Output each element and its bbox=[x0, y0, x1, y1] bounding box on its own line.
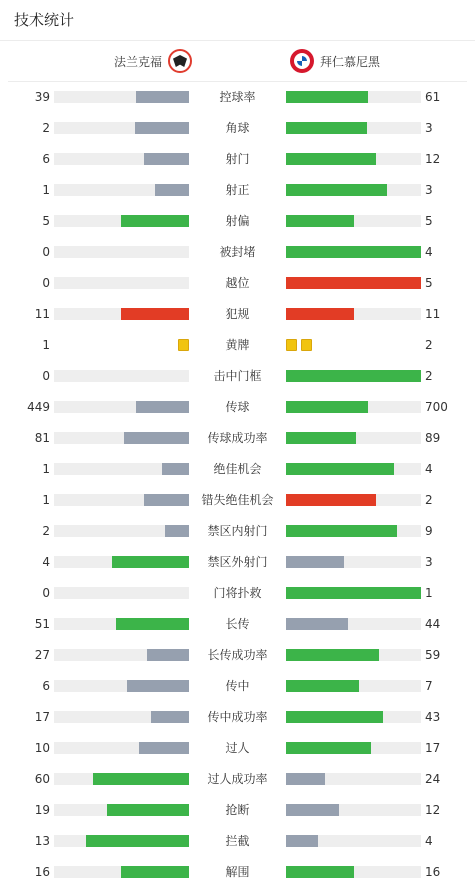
home-stat-bar-fill bbox=[86, 835, 189, 847]
away-stat-bar bbox=[286, 184, 421, 196]
away-stat-value: 2 bbox=[425, 338, 433, 352]
home-stat-bar-fill bbox=[121, 866, 189, 878]
home-stat-bar-fill bbox=[139, 742, 189, 754]
home-stat-bar bbox=[54, 680, 189, 692]
stat-row bbox=[0, 361, 475, 392]
stat-label: 被封堵 bbox=[219, 245, 256, 259]
stat-label: 传中 bbox=[225, 679, 250, 693]
stat-label: 射门 bbox=[225, 152, 250, 166]
away-stat-value: 4 bbox=[425, 245, 433, 259]
stat-label: 黄牌 bbox=[225, 338, 250, 352]
home-stat-bar-fill bbox=[136, 91, 189, 103]
away-stat-value: 11 bbox=[425, 307, 441, 321]
away-stat-value: 89 bbox=[425, 431, 441, 445]
stat-label: 禁区外射门 bbox=[207, 555, 268, 569]
home-stat-bar bbox=[54, 91, 189, 103]
stat-label: 传球 bbox=[225, 400, 250, 414]
home-stat-value: 6 bbox=[42, 152, 50, 166]
away-stat-value: 7 bbox=[425, 679, 433, 693]
away-stat-bar-fill bbox=[286, 525, 397, 537]
home-stat-bar bbox=[54, 804, 189, 816]
stat-row bbox=[0, 82, 475, 113]
home-stat-bar bbox=[54, 587, 189, 599]
away-stat-bar bbox=[286, 742, 421, 754]
home-stat-value: 19 bbox=[34, 803, 50, 817]
home-stat-bar-fill bbox=[144, 153, 189, 165]
away-stat-bar-fill bbox=[286, 556, 344, 568]
stat-label: 绝佳机会 bbox=[213, 462, 262, 476]
away-stat-value: 24 bbox=[425, 772, 441, 786]
away-stat-bar bbox=[286, 153, 421, 165]
away-stat-bar bbox=[286, 773, 421, 785]
home-stat-value: 2 bbox=[42, 121, 50, 135]
home-stat-bar bbox=[54, 246, 189, 258]
stat-label: 过人成功率 bbox=[207, 772, 268, 786]
stat-row bbox=[0, 671, 475, 702]
home-stat-bar bbox=[54, 463, 189, 475]
home-stat-bar-fill bbox=[127, 680, 189, 692]
stat-row bbox=[0, 547, 475, 578]
away-stat-bar bbox=[286, 649, 421, 661]
away-stat-bar-fill bbox=[286, 215, 354, 227]
away-stat-bar-fill bbox=[286, 122, 367, 134]
away-stat-value: 1 bbox=[425, 586, 433, 600]
home-stat-bar bbox=[54, 153, 189, 165]
home-stat-value: 81 bbox=[34, 431, 50, 445]
away-stat-value: 3 bbox=[425, 121, 433, 135]
home-stat-bar bbox=[54, 122, 189, 134]
home-stat-bar bbox=[54, 742, 189, 754]
stat-row bbox=[0, 113, 475, 144]
away-stat-bar bbox=[286, 866, 421, 878]
home-stat-value: 0 bbox=[42, 276, 50, 290]
home-stat-value: 6 bbox=[42, 679, 50, 693]
eintracht-frankfurt-logo-icon bbox=[168, 49, 192, 73]
away-stat-bar bbox=[286, 680, 421, 692]
stat-row bbox=[0, 578, 475, 609]
home-stat-bar-fill bbox=[116, 618, 189, 630]
away-stat-bar bbox=[286, 463, 421, 475]
away-stat-value: 4 bbox=[425, 462, 433, 476]
stat-row bbox=[0, 454, 475, 485]
away-stat-bar-fill bbox=[286, 494, 376, 506]
home-stat-bar bbox=[54, 184, 189, 196]
away-stat-bar-fill bbox=[286, 587, 421, 599]
home-stat-bar-fill bbox=[144, 494, 189, 506]
away-stat-bar-fill bbox=[286, 618, 348, 630]
home-stat-value: 0 bbox=[42, 369, 50, 383]
stat-row bbox=[0, 175, 475, 206]
away-stat-bar-fill bbox=[286, 680, 359, 692]
home-stat-bar bbox=[54, 370, 189, 382]
away-stat-bar-fill bbox=[286, 91, 368, 103]
home-stat-value: 39 bbox=[34, 90, 50, 104]
home-stat-value: 27 bbox=[34, 648, 50, 662]
home-stat-value: 0 bbox=[42, 245, 50, 259]
home-stat-bar-fill bbox=[112, 556, 189, 568]
away-stat-value: 2 bbox=[425, 369, 433, 383]
away-stat-bar bbox=[286, 122, 421, 134]
stat-label: 门将扑救 bbox=[213, 586, 262, 600]
home-stat-bar bbox=[54, 215, 189, 227]
stat-label: 射偏 bbox=[225, 214, 250, 228]
home-stat-value: 13 bbox=[34, 834, 50, 848]
home-stat-value: 449 bbox=[27, 400, 50, 414]
stat-label: 犯规 bbox=[225, 307, 250, 321]
away-stat-bar-fill bbox=[286, 773, 325, 785]
away-stat-value: 5 bbox=[425, 214, 433, 228]
away-stat-value: 3 bbox=[425, 183, 433, 197]
stat-label: 传球成功率 bbox=[207, 431, 268, 445]
stat-row bbox=[0, 826, 475, 857]
away-stat-bar bbox=[286, 525, 421, 537]
away-stat-value: 9 bbox=[425, 524, 433, 538]
stat-label: 抢断 bbox=[225, 803, 250, 817]
away-stat-value: 43 bbox=[425, 710, 441, 724]
home-stat-value: 17 bbox=[34, 710, 50, 724]
home-stat-value: 1 bbox=[42, 462, 50, 476]
stat-label: 击中门框 bbox=[213, 369, 262, 383]
home-stat-value: 11 bbox=[34, 307, 50, 321]
away-stat-value: 61 bbox=[425, 90, 441, 104]
stat-row bbox=[0, 392, 475, 423]
away-stat-value: 16 bbox=[425, 865, 441, 879]
away-stat-bar-fill bbox=[286, 308, 354, 320]
home-stat-bar-fill bbox=[136, 401, 189, 413]
stat-label: 角球 bbox=[225, 121, 250, 135]
home-stat-value: 2 bbox=[42, 524, 50, 538]
away-stat-bar-fill bbox=[286, 866, 354, 878]
stat-row bbox=[0, 268, 475, 299]
home-stat-bar-fill bbox=[121, 308, 189, 320]
away-stat-value: 4 bbox=[425, 834, 433, 848]
away-stat-bar bbox=[286, 618, 421, 630]
stat-row bbox=[0, 423, 475, 454]
stat-row bbox=[0, 702, 475, 733]
away-stat-bar bbox=[286, 556, 421, 568]
home-stat-bar-fill bbox=[165, 525, 189, 537]
home-stat-bar bbox=[54, 556, 189, 568]
away-stat-bar bbox=[286, 494, 421, 506]
away-stat-bar-fill bbox=[286, 401, 368, 413]
away-stat-value: 12 bbox=[425, 803, 441, 817]
away-stat-value: 44 bbox=[425, 617, 441, 631]
home-stat-value: 5 bbox=[42, 214, 50, 228]
away-stat-bar-fill bbox=[286, 804, 339, 816]
stat-row bbox=[0, 330, 475, 361]
bayern-munich-logo-icon bbox=[290, 49, 314, 73]
away-stat-bar-fill bbox=[286, 370, 421, 382]
yellow-card-icon bbox=[301, 339, 312, 351]
home-stat-value: 0 bbox=[42, 586, 50, 600]
away-stat-bar-fill bbox=[286, 649, 379, 661]
home-stat-bar bbox=[54, 618, 189, 630]
home-yellow-cards bbox=[178, 339, 189, 351]
away-stat-bar bbox=[286, 711, 421, 723]
away-stat-value: 3 bbox=[425, 555, 433, 569]
section-title: 技术统计 bbox=[14, 11, 75, 29]
away-stat-value: 59 bbox=[425, 648, 441, 662]
stat-row bbox=[0, 609, 475, 640]
home-stat-bar-fill bbox=[124, 432, 189, 444]
home-stat-bar bbox=[54, 711, 189, 723]
stat-row bbox=[0, 516, 475, 547]
stat-label: 错失绝佳机会 bbox=[201, 493, 274, 507]
away-stat-bar-fill bbox=[286, 432, 356, 444]
stat-row bbox=[0, 764, 475, 795]
home-stat-bar bbox=[54, 308, 189, 320]
stat-row bbox=[0, 857, 475, 888]
away-yellow-cards bbox=[286, 339, 312, 351]
away-stat-bar bbox=[286, 804, 421, 816]
away-stat-bar-fill bbox=[286, 277, 421, 289]
stat-row bbox=[0, 640, 475, 671]
home-stat-value: 1 bbox=[42, 183, 50, 197]
home-stat-bar-fill bbox=[147, 649, 189, 661]
stat-label: 长传 bbox=[225, 617, 250, 631]
section-header bbox=[0, 0, 475, 41]
away-stat-bar-fill bbox=[286, 835, 318, 847]
yellow-card-icon bbox=[286, 339, 297, 351]
home-stat-bar-fill bbox=[93, 773, 189, 785]
away-stat-bar bbox=[286, 432, 421, 444]
stat-row bbox=[0, 206, 475, 237]
home-stat-bar bbox=[54, 866, 189, 878]
away-stat-bar-fill bbox=[286, 153, 376, 165]
home-team-name: 法兰克福 bbox=[114, 54, 163, 69]
home-stat-bar-fill bbox=[107, 804, 189, 816]
home-stat-value: 1 bbox=[42, 493, 50, 507]
home-stat-bar bbox=[54, 649, 189, 661]
away-stat-bar bbox=[286, 587, 421, 599]
home-stat-bar bbox=[54, 494, 189, 506]
yellow-card-icon bbox=[178, 339, 189, 351]
away-stat-bar-fill bbox=[286, 184, 387, 196]
home-stat-bar bbox=[54, 835, 189, 847]
stat-label: 解围 bbox=[225, 865, 250, 879]
home-stat-value: 51 bbox=[34, 617, 50, 631]
home-stat-value: 4 bbox=[42, 555, 50, 569]
away-stat-value: 5 bbox=[425, 276, 433, 290]
away-stat-bar-fill bbox=[286, 742, 371, 754]
stat-label: 射正 bbox=[225, 183, 250, 197]
away-stat-bar bbox=[286, 215, 421, 227]
away-stat-value: 2 bbox=[425, 493, 433, 507]
stat-label: 拦截 bbox=[225, 834, 250, 848]
home-stat-bar-fill bbox=[121, 215, 189, 227]
home-stat-bar bbox=[54, 773, 189, 785]
home-stat-value: 10 bbox=[34, 741, 50, 755]
away-stat-bar bbox=[286, 370, 421, 382]
away-team-name: 拜仁慕尼黑 bbox=[320, 54, 381, 69]
away-stat-bar bbox=[286, 277, 421, 289]
away-stat-bar bbox=[286, 401, 421, 413]
stat-row bbox=[0, 733, 475, 764]
stat-label: 越位 bbox=[225, 276, 250, 290]
stat-row bbox=[0, 237, 475, 268]
away-stat-bar-fill bbox=[286, 246, 421, 258]
home-stat-bar bbox=[54, 525, 189, 537]
away-stat-value: 17 bbox=[425, 741, 441, 755]
away-stat-bar bbox=[286, 835, 421, 847]
home-stat-bar-fill bbox=[162, 463, 189, 475]
home-stat-bar-fill bbox=[151, 711, 189, 723]
home-stat-value: 60 bbox=[34, 772, 50, 786]
away-stat-bar bbox=[286, 91, 421, 103]
home-team[interactable] bbox=[114, 41, 192, 81]
teams-header bbox=[8, 41, 467, 82]
stats-list bbox=[0, 82, 475, 888]
stat-row bbox=[0, 795, 475, 826]
stat-label: 长传成功率 bbox=[207, 648, 268, 662]
home-stat-bar bbox=[54, 401, 189, 413]
away-stat-bar-fill bbox=[286, 463, 394, 475]
away-stat-bar-fill bbox=[286, 711, 383, 723]
stat-row bbox=[0, 299, 475, 330]
away-stat-bar bbox=[286, 246, 421, 258]
stat-label: 控球率 bbox=[219, 90, 256, 104]
away-stat-value: 12 bbox=[425, 152, 441, 166]
stat-label: 禁区内射门 bbox=[207, 524, 268, 538]
home-stat-bar bbox=[54, 432, 189, 444]
away-team[interactable] bbox=[290, 41, 380, 81]
home-stat-value: 1 bbox=[42, 338, 50, 352]
stat-label: 传中成功率 bbox=[207, 710, 268, 724]
stat-row bbox=[0, 485, 475, 516]
stat-label: 过人 bbox=[225, 741, 250, 755]
home-stat-value: 16 bbox=[34, 865, 50, 879]
stat-row bbox=[0, 144, 475, 175]
home-stat-bar-fill bbox=[135, 122, 189, 134]
away-stat-value: 700 bbox=[425, 400, 448, 414]
home-stat-bar bbox=[54, 277, 189, 289]
home-stat-bar-fill bbox=[155, 184, 189, 196]
away-stat-bar bbox=[286, 308, 421, 320]
